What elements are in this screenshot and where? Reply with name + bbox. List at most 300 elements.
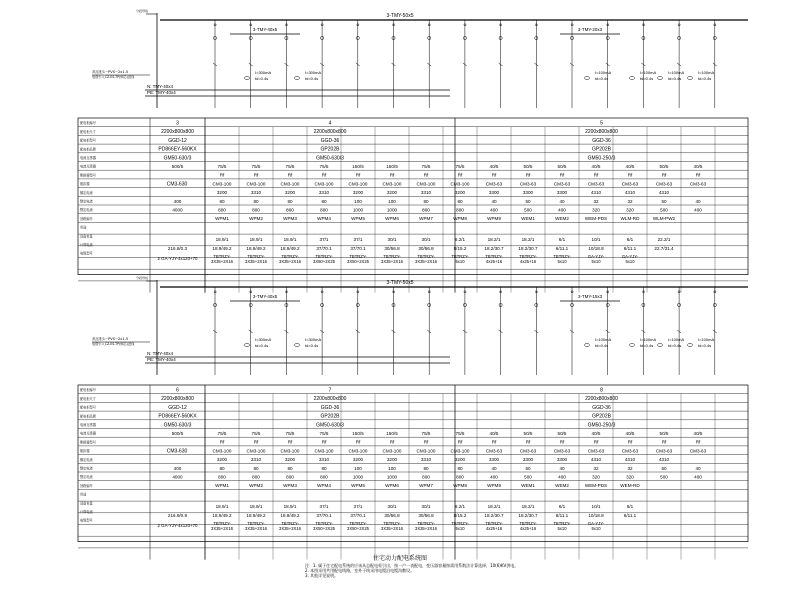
current-cell: 22.7/31.4 xyxy=(654,246,674,252)
cable-cell: 5x10 xyxy=(591,526,601,532)
circuits-cell: WLM-RD xyxy=(620,216,640,222)
cable-cell: 2 GA-YJY-4x120+70 xyxy=(157,256,198,262)
row-800-cell: 80 xyxy=(219,198,225,204)
circuits-cell: WPM7 xyxy=(419,216,433,222)
breakers-cell: CM3-63 xyxy=(519,181,537,187)
trip-codes-cell: Rf xyxy=(219,439,225,445)
cable-cell: TBTRZY- xyxy=(281,521,299,527)
row-4000-cell: 500 xyxy=(524,474,532,480)
row-3200-cell: 3200 xyxy=(454,457,466,463)
ct-ratios-cell: 40/5 xyxy=(489,431,499,436)
row-3200-cell: 3200 xyxy=(284,457,296,463)
row-800-cell: 80 xyxy=(321,198,327,204)
trip-codes-cell: Rf xyxy=(695,439,701,445)
row-3200-cell: 3310 xyxy=(318,190,330,196)
row-header: 断路器型号 xyxy=(80,173,96,178)
rcd-current: I=300mA xyxy=(255,70,272,75)
load-cell: 30/1 xyxy=(387,237,397,243)
trip-codes-cell: Rf xyxy=(559,172,565,178)
trip-codes-cell: Rf xyxy=(355,172,361,178)
circuits-cell: WPM1 xyxy=(215,216,229,222)
row-800-cell: 80 xyxy=(423,198,429,204)
row-4000-cell: 400 xyxy=(490,207,498,213)
cable-cell: 3X35+2X16 xyxy=(380,259,404,265)
rcd-time: td=0.4s xyxy=(595,343,609,348)
transformers-cell: GM50-630/3 xyxy=(316,155,344,162)
cable-cell: TBTRZY- xyxy=(519,521,537,527)
row-4000-cell: 320 xyxy=(626,207,634,213)
row-4000-cell: 400 xyxy=(694,207,702,213)
row-header: 计算电流 xyxy=(80,510,93,514)
row-3200-cell: 3310 xyxy=(250,190,262,196)
row-800-cell: 50 xyxy=(525,198,531,204)
row-header: 整定电流 xyxy=(80,475,93,480)
trip-codes-cell: Rf xyxy=(423,172,429,178)
types-cell: GGD-36 xyxy=(592,404,611,411)
current-cell: 18.2/30.7 xyxy=(518,246,538,252)
dims-cell: 2200x800x800 xyxy=(585,129,618,136)
cable-cell: GA-YJY- xyxy=(587,254,605,260)
breaker-icon: ⊗ xyxy=(249,289,253,294)
transformers-cell: GM50-630/3 xyxy=(163,155,192,162)
incoming-cable-label: 电缆引入CZ-ES-TP(铜芯)进线 xyxy=(92,75,135,79)
row-800-cell: 400 xyxy=(173,465,182,471)
brands-cell: PD866EY-560KX xyxy=(158,146,197,153)
row-3200-cell: 4310 xyxy=(658,457,670,463)
rcd-time: td=0.4s xyxy=(255,343,269,348)
breaker-main-cell: CM3-630 xyxy=(166,448,188,455)
row-header: 配电柜型号 xyxy=(80,138,96,143)
row-header: 电缆型号 xyxy=(80,518,93,523)
brands-cell: GP202B xyxy=(320,146,340,153)
row-800-cell: 50 xyxy=(525,465,531,471)
breaker-icon: ⊗ xyxy=(606,289,610,294)
incoming-cable-label: 高压柜1~PVS~2x1.5 xyxy=(92,337,129,341)
cable-cell: 3X35+2X16 xyxy=(278,526,302,532)
cable-cell: 4x25+16 xyxy=(485,259,503,265)
trip-codes-cell: Rf xyxy=(627,172,633,178)
cable-cell: 3X35+2X16 xyxy=(414,526,438,532)
transformers-cell: GM50-250/3 xyxy=(587,155,616,162)
ct-ratios-cell: 75/5 xyxy=(421,164,431,169)
trip-codes-cell: Rf xyxy=(661,439,667,445)
row-4000-cell: 1000 xyxy=(352,474,364,480)
breaker-icon: ⊗ xyxy=(713,22,717,27)
rcd-time: td=0.4s xyxy=(698,343,712,348)
circuits-cell: WEM1 xyxy=(521,216,535,222)
breakers-cell: CM3-100 xyxy=(280,181,300,187)
trip-codes-cell: Rf xyxy=(389,439,395,445)
row-4000-cell: 400 xyxy=(490,474,498,480)
rcd-icon xyxy=(295,77,300,80)
load-cell: 18.9/1 xyxy=(249,504,263,510)
ct-ratios-cell: 75/5 xyxy=(455,431,465,436)
load-cell: 10/1 xyxy=(591,504,601,510)
current-cell: 6/11.1 xyxy=(555,246,569,252)
row-800-cell: 80 xyxy=(219,465,225,471)
current-cell: 30/56.8 xyxy=(384,513,400,519)
ct-ratios-cell: 75/5 xyxy=(251,164,261,169)
row-4000-cell: 800 xyxy=(218,474,226,480)
breaker-icon: ⊗ xyxy=(249,22,253,27)
row-800-cell: 80 xyxy=(253,198,259,204)
row-header: 配电柜编号 xyxy=(80,121,96,126)
current-cell: 30/56.8 xyxy=(384,246,400,252)
circuits-cell: WPM4 xyxy=(317,483,331,489)
dims-cell: 2200x800x800 xyxy=(585,396,618,403)
current-cell: 10/18.8 xyxy=(588,513,604,519)
dims-cell: 2200x800x800 xyxy=(161,129,194,136)
transformers-cell: GM50-630/3 xyxy=(163,422,192,429)
row-header: 计算电流 xyxy=(80,243,93,247)
breakers-cell: CM3-100 xyxy=(314,181,334,187)
incoming-cable-label: 电缆引入CZ-ES-TP(铜芯)进线 xyxy=(92,342,135,346)
row-4000-cell: 4000 xyxy=(172,207,183,213)
row-800-cell: 40 xyxy=(559,465,565,471)
row-800-cell: 32 xyxy=(627,198,633,204)
row-800-cell: 80 xyxy=(457,198,463,204)
cable-cell: 3X35+2X16 xyxy=(210,259,234,265)
circuits-cell: WPM9 xyxy=(487,216,501,222)
breakers-cell: CM3-100 xyxy=(314,448,334,454)
load-cell: 37/1 xyxy=(319,504,329,510)
row-3200-cell: 3200 xyxy=(454,190,466,196)
row-4000-cell: 320 xyxy=(592,207,600,213)
current-cell: 6/11.1 xyxy=(623,513,637,519)
breakers-cell: CM3-100 xyxy=(450,181,470,187)
load-cell: 30/1 xyxy=(421,237,431,243)
current-cell: 18.2/30.7 xyxy=(484,513,504,519)
note-line: 注：1. 属于住宅配电系统的应该从总配电柜引出，按一户一表配电，变压器容量按需用系数法计算选择，10(6)KV供电。 xyxy=(305,563,519,568)
cable-cell: 3X35+2X16 xyxy=(244,259,268,265)
cable-cell: 2 GA-YJY-4x120+70 xyxy=(157,523,198,529)
load-cell: 18.9/1 xyxy=(215,504,229,510)
row-4000-cell: 800 xyxy=(218,207,226,213)
row-3200-cell: 3200 xyxy=(352,190,364,196)
current-cell: 18.9/49.2 xyxy=(280,246,300,252)
breakers-cell: CM3-100 xyxy=(416,448,436,454)
breakers-cell: CM3-63 xyxy=(655,448,673,454)
row-3200-cell: 3200 xyxy=(386,190,398,196)
breaker-icon: ⊗ xyxy=(570,22,574,27)
rcd-current: I=300mA xyxy=(255,337,272,342)
trip-codes-cell: Rf xyxy=(253,172,259,178)
breaker-icon: ⊗ xyxy=(606,22,610,27)
feeder-label: 分段母线 xyxy=(135,276,148,280)
trip-codes-cell: Rf xyxy=(695,172,701,178)
n-bus-label: N: TMY-40x4 xyxy=(147,84,174,89)
ct-ratios-cell: 40/5 xyxy=(625,431,635,436)
current-cell: 18.9/49.2 xyxy=(246,246,266,252)
load-cell: 18.9/1 xyxy=(283,504,297,510)
breaker-icon: ⊗ xyxy=(284,289,289,294)
row-4000-cell: 500 xyxy=(660,474,668,480)
cable-cell: TBTRZY- xyxy=(451,254,469,260)
rcd-icon xyxy=(688,344,693,347)
breaker-icon: ⊗ xyxy=(356,22,360,27)
row-3200-cell: 3310 xyxy=(420,457,432,463)
types-cell: GGD-12 xyxy=(168,404,187,411)
circuits-cell: WPM4 xyxy=(317,216,331,222)
transformers-cell: GM50-250/3 xyxy=(587,422,616,429)
row-4000-cell: 1000 xyxy=(386,474,398,480)
cable-cell: 4x25+16 xyxy=(519,259,537,265)
row-800-cell: 100 xyxy=(354,465,362,471)
breakers-cell: CM3-63 xyxy=(587,181,605,187)
breaker-icon: ⊗ xyxy=(641,289,646,294)
trip-codes-cell: Rf xyxy=(287,439,293,445)
row-800-cell: 32 xyxy=(627,465,633,471)
dims-cell: 2200x800x800 xyxy=(313,396,347,403)
cable-cell: 5x10 xyxy=(455,526,465,532)
current-cell: 18.9/49.2 xyxy=(212,246,232,252)
brands-cell: PD866EY-560KX xyxy=(158,413,197,420)
cable-cell: 3X50+2X25 xyxy=(312,526,336,532)
row-header: 额定电流 xyxy=(80,190,93,195)
trip-codes-cell: Rf xyxy=(491,172,497,178)
rcd-time: td=0.4s xyxy=(640,76,654,81)
breakers-cell: CM3-100 xyxy=(212,181,232,187)
rcd-time: td=0.4s xyxy=(698,76,712,81)
trip-codes-cell: Rf xyxy=(287,172,293,178)
breaker-icon: ⊗ xyxy=(427,289,431,294)
row-3200-cell: 3200 xyxy=(352,457,364,463)
row-800-cell: 40 xyxy=(491,198,497,204)
ct-ratios-cell: 40/5 xyxy=(625,164,635,169)
circuits-cell: WPM2 xyxy=(249,216,263,222)
load-cell: 18.9/1 xyxy=(283,237,297,243)
row-800-cell: 50 xyxy=(661,198,667,204)
row-4000-cell: 800 xyxy=(252,474,260,480)
row-3200-cell: 4310 xyxy=(624,457,636,463)
breakers-cell: CM3-63 xyxy=(689,181,707,187)
circuits-cell: WPM1 xyxy=(215,483,229,489)
load-cell: 22.2/1 xyxy=(657,237,671,243)
ct-ratios-cell: 500/5 xyxy=(171,431,184,436)
row-800-cell: 80 xyxy=(321,465,327,471)
rcd-current: I=300mA xyxy=(305,337,322,342)
row-4000-cell: 400 xyxy=(694,474,702,480)
row-800-cell: 40 xyxy=(695,465,701,471)
brands-cell: GP202B xyxy=(320,413,340,420)
incoming-cable-label: 高压柜1~PVS~2x1.5 xyxy=(92,70,129,74)
load-cell: 18.2/1 xyxy=(521,237,535,243)
ct-ratios-cell: 75/5 xyxy=(251,431,261,436)
cable-cell: TBTRZY- xyxy=(281,254,299,260)
pe-bus-label: PE: TMY-40x4 xyxy=(147,357,176,362)
breakers-cell: CM3-63 xyxy=(553,181,571,187)
row-3200-cell: 4310 xyxy=(590,457,602,463)
rcd-icon xyxy=(295,344,300,347)
feeder-label: 分段母线 xyxy=(135,9,148,13)
rcd-icon xyxy=(245,344,250,347)
cable-cell: 3X35+2X16 xyxy=(414,259,438,265)
panel-top xyxy=(78,8,748,293)
ct-ratios-cell: 40/5 xyxy=(693,431,703,436)
cable-cell: GA-YJY- xyxy=(621,254,639,260)
cable-cell: TBTRZY- xyxy=(485,521,503,527)
circuits-cell: WPM8 xyxy=(453,216,467,222)
breaker-icon: ⊗ xyxy=(391,22,396,27)
ct-ratios-cell: 75/5 xyxy=(319,164,329,169)
busbar-right-label: 3-TMY-20x3 xyxy=(577,27,603,32)
cable-cell: 5x10 xyxy=(557,259,567,265)
circuits-cell: WPM6 xyxy=(385,483,399,489)
ct-ratios-cell: 40/5 xyxy=(693,164,703,169)
current-cell: 6/11.1 xyxy=(623,246,637,252)
cable-cell: TBTRZY- xyxy=(247,254,265,260)
breaker-icon: ⊗ xyxy=(213,22,217,27)
cabinet-nums-cell: 3 xyxy=(176,120,179,127)
row-3200-cell: 4310 xyxy=(590,190,602,196)
row-header: 整定电流 xyxy=(80,208,93,213)
ct-ratios-cell: 50/5 xyxy=(523,431,533,436)
breakers-cell: CM3-100 xyxy=(246,181,266,187)
breaker-icon: ⊗ xyxy=(534,289,538,294)
breakers-cell: CM3-100 xyxy=(416,181,436,187)
current-cell: 8/15.2 xyxy=(453,513,467,519)
cable-cell: TBTRZY- xyxy=(519,254,537,260)
ct-ratios-cell: 75/5 xyxy=(421,431,431,436)
circuits-cell: WEM2 xyxy=(555,216,569,222)
breaker-icon: ⊗ xyxy=(320,289,324,294)
current-cell: 37/70.1 xyxy=(350,246,366,252)
dims-cell: 2200x800x800 xyxy=(161,396,194,403)
current-cell: 37/70.1 xyxy=(316,246,332,252)
row-4000-cell: 500 xyxy=(524,207,532,213)
types-cell: GGD-36 xyxy=(320,404,340,411)
row-3200-cell: 3300 xyxy=(488,190,500,196)
trip-codes-cell: Rf xyxy=(321,439,327,445)
trip-codes-cell: Rf xyxy=(593,172,599,178)
n-bus-label: N: TMY-40x4 xyxy=(147,351,174,356)
rcd-current: I=100mA xyxy=(698,337,715,342)
cable-cell: 3X35+2X16 xyxy=(210,526,234,532)
circuits-cell: WPM3 xyxy=(283,216,297,222)
cabinet-nums-cell: 6 xyxy=(176,387,179,394)
row-header: 电流互感器 xyxy=(80,423,96,427)
trip-codes-cell: Rf xyxy=(559,439,565,445)
row-3200-cell: 3200 xyxy=(216,457,228,463)
types-cell: GGD-36 xyxy=(592,137,611,144)
rcd-time: td=0.4s xyxy=(255,76,269,81)
row-800-cell: 32 xyxy=(593,465,599,471)
breakers-cell: CM3-63 xyxy=(621,448,639,454)
cable-cell: 5x10 xyxy=(557,526,567,532)
row-800-cell: 400 xyxy=(173,198,182,204)
circuits-cell: WPM5 xyxy=(351,483,365,489)
load-cell: 18.2/1 xyxy=(487,237,501,243)
circuits-cell: WPM2 xyxy=(249,483,263,489)
row-3200-cell: 3300 xyxy=(488,457,500,463)
load-cell: 37/1 xyxy=(353,237,363,243)
row-4000-cell: 800 xyxy=(456,207,464,213)
row-header: 配电柜编号 xyxy=(80,388,96,393)
rcd-current: I=100mA xyxy=(698,70,715,75)
row-header: 脱扣器 xyxy=(80,449,90,454)
cabinet-nums-cell: 4 xyxy=(328,120,332,127)
cable-cell: TBTRZY- xyxy=(383,254,401,260)
trip-codes-cell: Rf xyxy=(355,439,361,445)
ct-ratios-cell: 500/5 xyxy=(171,164,184,169)
drawing-title: 住宅动力配电系统图 xyxy=(372,555,427,562)
current-cell: 18.9/49.2 xyxy=(212,513,232,519)
row-800-cell: 40 xyxy=(559,198,565,204)
cable-cell: TBTRZY- xyxy=(451,521,469,527)
breakers-cell: CM3-100 xyxy=(280,448,300,454)
breaker-icon: ⊗ xyxy=(498,289,503,294)
ct-ratios-cell: 150/5 xyxy=(352,164,364,169)
circuits-cell: WEM-PDS xyxy=(584,483,608,489)
busbar-mid-label: 3-TMY-40x5 xyxy=(252,27,278,32)
busbar-main-label: 3-TMY-50x5 xyxy=(386,13,414,19)
trip-codes-cell: Rf xyxy=(457,172,463,178)
ct-ratios-cell: 40/5 xyxy=(591,164,601,169)
load-cell: 8.2/1 xyxy=(454,237,466,243)
row-3200-cell: 3300 xyxy=(556,457,568,463)
cable-cell: 4x25+16 xyxy=(485,526,503,532)
transformers-cell: GM50-630/3 xyxy=(316,422,344,429)
rcd-current: I=100mA xyxy=(640,70,657,75)
rcd-icon xyxy=(245,77,250,80)
rcd-icon xyxy=(658,77,663,80)
ct-ratios-cell: 40/5 xyxy=(591,431,601,436)
circuits-cell: WPM3 xyxy=(283,483,297,489)
breaker-icon: ⊗ xyxy=(463,22,467,27)
breakers-cell: CM3-100 xyxy=(348,181,368,187)
breaker-icon: ⊗ xyxy=(463,289,467,294)
row-3200-cell: 3200 xyxy=(284,190,296,196)
row-800-cell: 80 xyxy=(457,465,463,471)
pe-bus-label: PE: TMY-40x4 xyxy=(147,90,176,95)
rcd-time: td=0.4s xyxy=(640,343,654,348)
cable-cell: TBTRZY- xyxy=(417,254,435,260)
ct-ratios-cell: 150/5 xyxy=(352,431,364,436)
breaker-icon: ⊗ xyxy=(677,22,681,27)
rcd-current: I=100mA xyxy=(668,70,685,75)
cable-cell: TBTRZY- xyxy=(553,521,571,527)
row-4000-cell: 500 xyxy=(660,207,668,213)
row-3200-cell: 4310 xyxy=(624,190,636,196)
breaker-icon: ⊗ xyxy=(391,289,396,294)
row-800-cell: 100 xyxy=(388,198,396,204)
circuits-cell: WEM-PDS xyxy=(584,216,608,222)
row-4000-cell: 1000 xyxy=(386,207,398,213)
row-3200-cell: 3200 xyxy=(386,457,398,463)
load-cell: 18.2/1 xyxy=(487,504,501,510)
breaker-main-cell: CM3-630 xyxy=(166,181,188,188)
row-4000-cell: 800 xyxy=(320,474,328,480)
circuits-cell: WPM6 xyxy=(385,216,399,222)
load-cell: 37/1 xyxy=(353,504,363,510)
trip-codes-cell: Rf xyxy=(389,172,395,178)
breaker-icon: ⊗ xyxy=(713,289,717,294)
drawing-notes xyxy=(305,563,745,578)
rcd-icon xyxy=(585,344,590,347)
cabinet-nums-cell: 5 xyxy=(600,120,603,127)
trip-codes-cell: Rf xyxy=(253,439,259,445)
breaker-icon: ⊗ xyxy=(213,289,217,294)
breaker-icon: ⊗ xyxy=(320,22,324,27)
rcd-time: td=0.4s xyxy=(305,343,319,348)
ct-ratios-cell: 75/5 xyxy=(217,164,227,169)
busbar-mid-label: 3-TMY-40x5 xyxy=(252,294,278,299)
note-line: 3. 其他详见说明。 xyxy=(305,573,339,578)
load-cell: 30/1 xyxy=(387,504,397,510)
row-4000-cell: 400 xyxy=(558,474,566,480)
rcd-time: td=0.4s xyxy=(595,76,609,81)
cable-cell: GA-YJY- xyxy=(587,521,605,527)
